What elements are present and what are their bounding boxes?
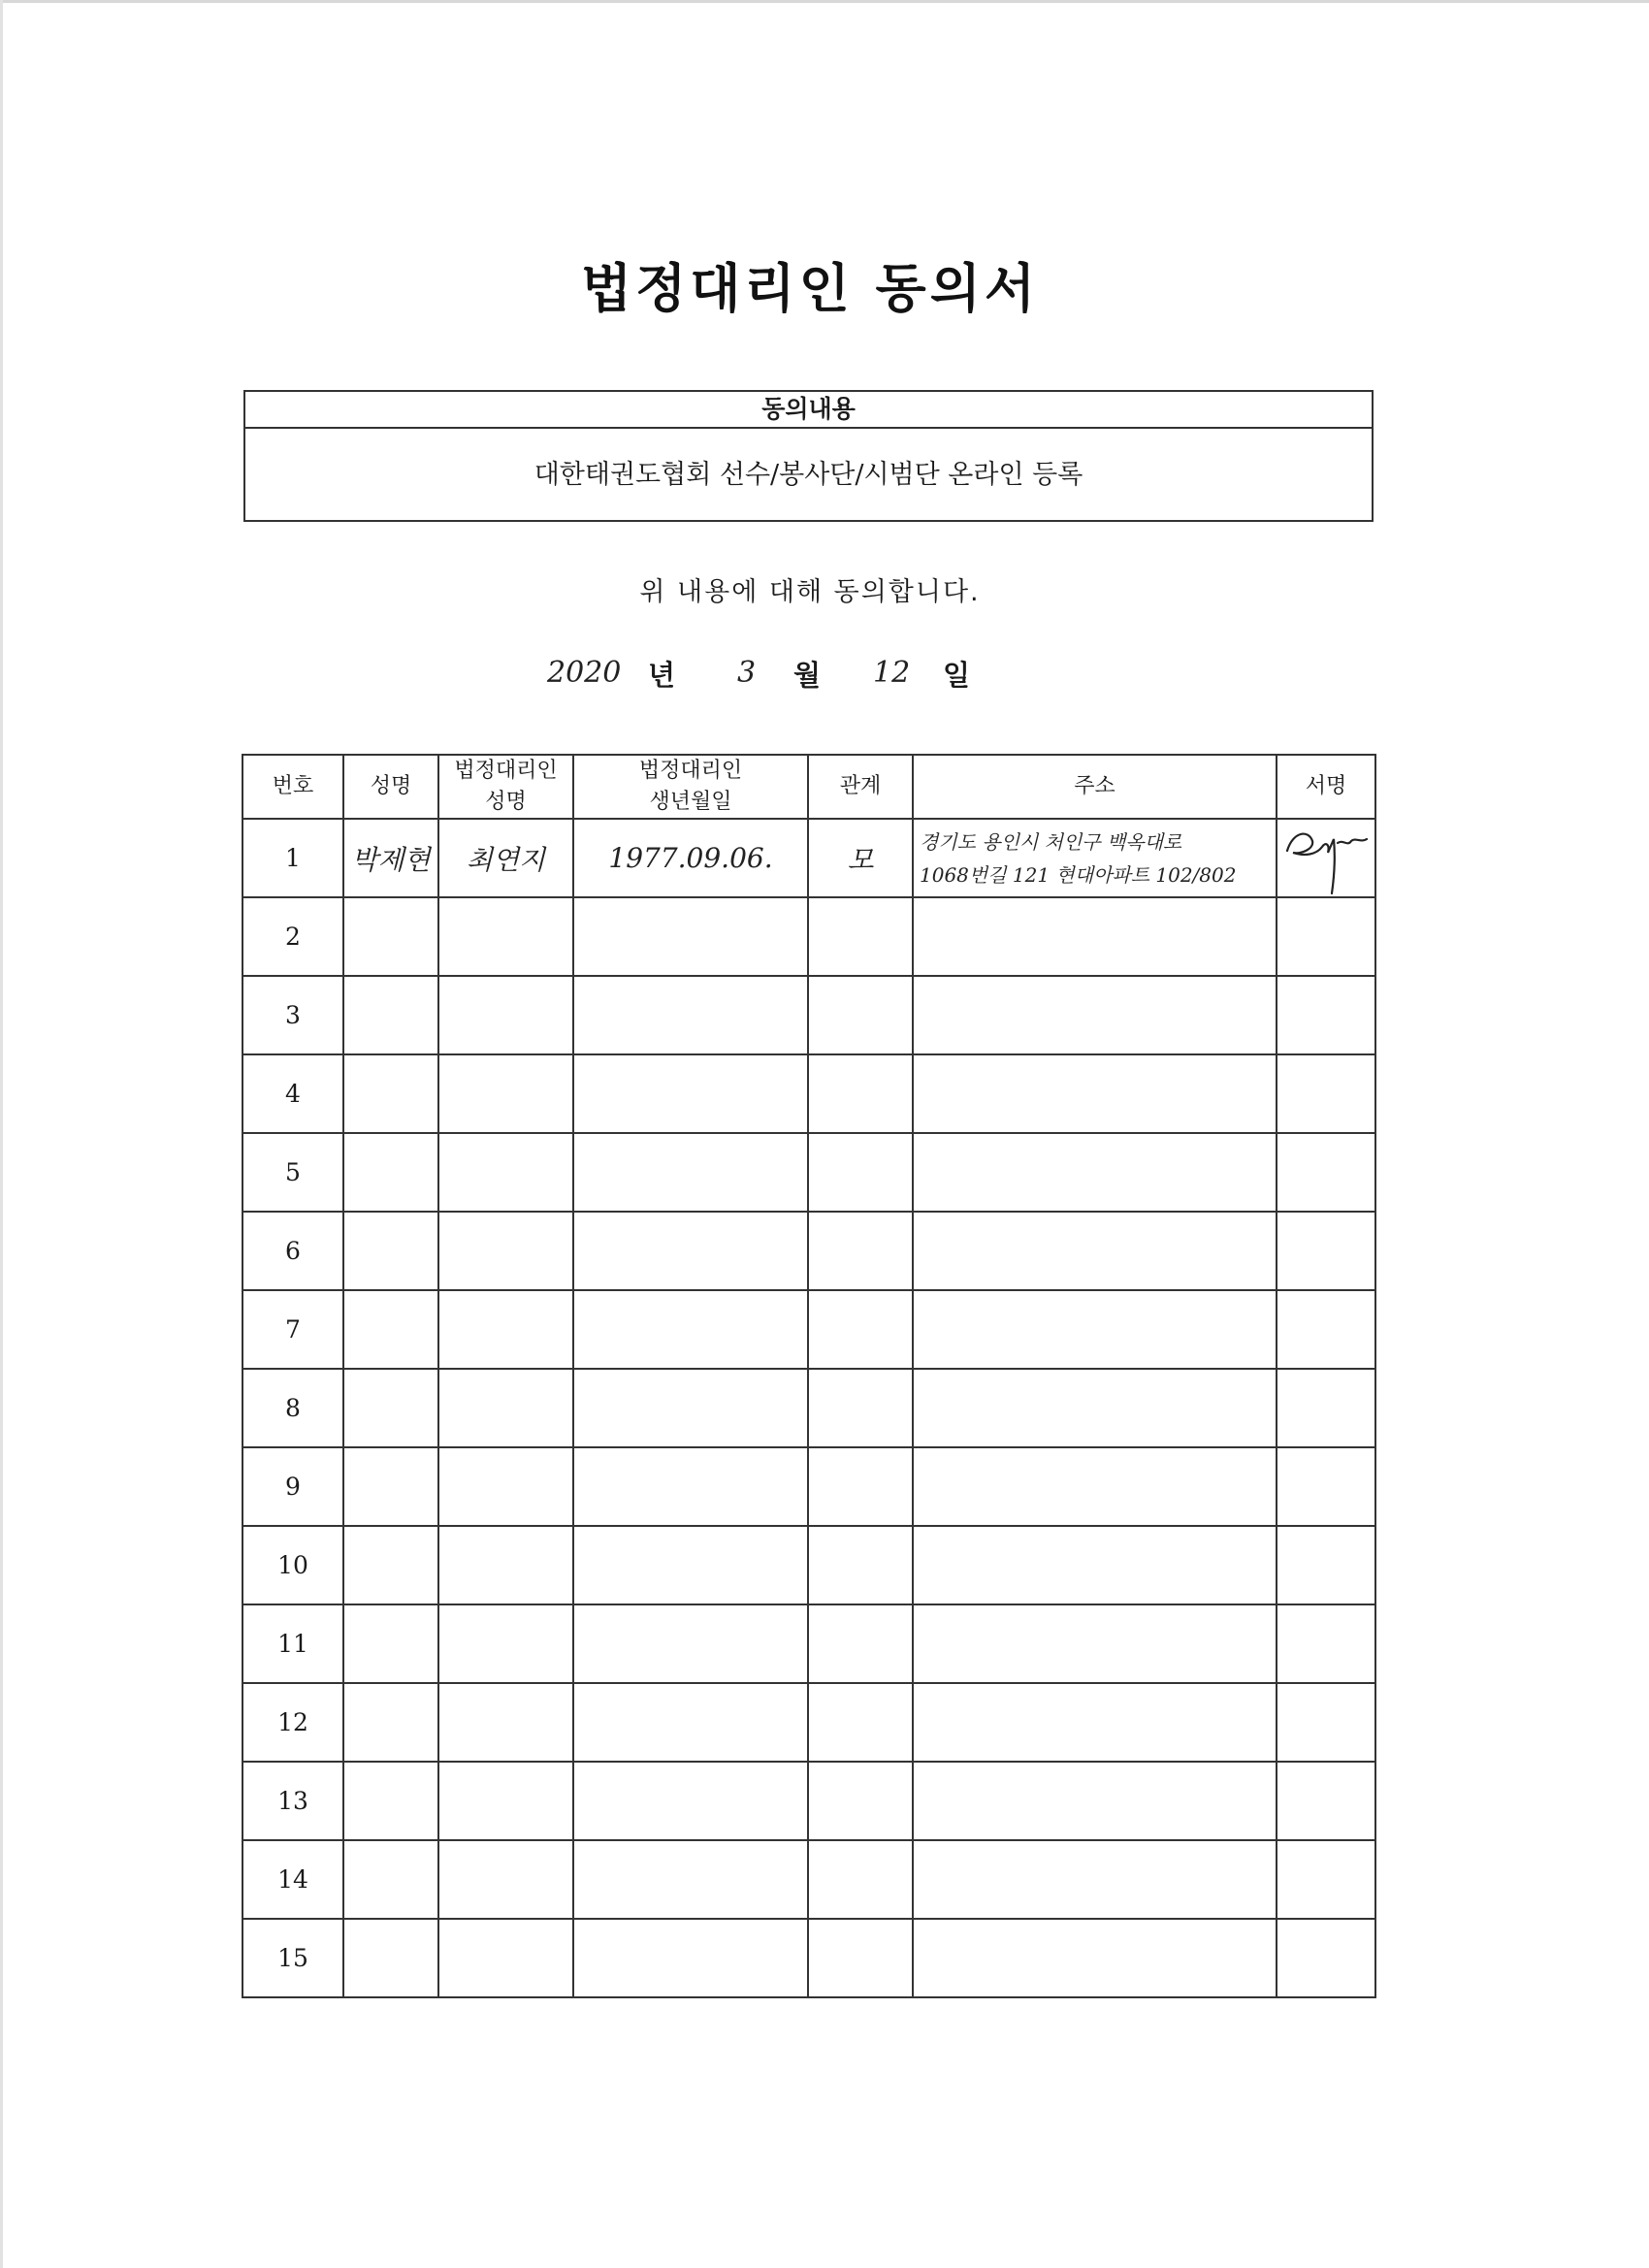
table-header-row: [242, 755, 1375, 819]
date-day-unit: 일: [943, 659, 971, 692]
row-relation: 모: [808, 819, 913, 897]
row-number: 12: [242, 1683, 343, 1762]
row-name: 박제현: [343, 819, 438, 897]
table-row: [242, 1212, 1375, 1290]
guardian-table: [242, 754, 1376, 1998]
table-row: [242, 976, 1375, 1054]
table-row: [242, 1290, 1375, 1369]
date-year-unit: 년: [648, 659, 676, 692]
row-number: 10: [242, 1526, 343, 1604]
header-guardian-name: [438, 755, 573, 819]
table-row: [242, 819, 1375, 897]
table-row: [242, 1133, 1375, 1212]
table-row: [242, 1919, 1375, 1997]
row-number: 9: [242, 1447, 343, 1526]
consent-body: 대한태권도협회 선수/봉사단/시범단 온라인 등록: [534, 460, 1083, 490]
header-relation: 관계: [808, 755, 913, 819]
header-address: 주소: [913, 755, 1277, 819]
date-month-value: 3: [737, 656, 757, 690]
row-number: 15: [242, 1919, 343, 1997]
row-address-line2: 1068번길 121 현대아파트 102/802: [920, 862, 1237, 887]
header-guardian-birth-line1: 법정대리인: [638, 759, 743, 783]
row-number: 11: [242, 1604, 343, 1683]
header-name: 성명: [343, 755, 438, 819]
date-month-unit: 월: [793, 659, 822, 692]
signature-mark: [1279, 822, 1373, 895]
header-guardian-birth-line2: 생년월일: [649, 790, 732, 814]
table-row: [242, 1604, 1375, 1683]
row-guardian-birth: 1977.09.06.: [573, 819, 808, 897]
row-number: 3: [242, 976, 343, 1054]
row-number: 1: [242, 819, 343, 897]
page-title: 법정대리인 동의서: [580, 257, 1040, 319]
row-number: 6: [242, 1212, 343, 1290]
row-number: 4: [242, 1054, 343, 1133]
header-guardian-birth: [573, 755, 808, 819]
agreement-statement: 위 내용에 대해 동의합니다.: [639, 577, 981, 607]
date-day-value: 12: [873, 656, 911, 690]
table-row: [242, 1369, 1375, 1447]
header-guardian-name-line2: 성명: [485, 790, 527, 814]
date-year-value: 2020: [547, 656, 622, 690]
row-number: 7: [242, 1290, 343, 1369]
table-row: [242, 1526, 1375, 1604]
row-address-line1: 경기도 용인시 처인구 백옥대로: [920, 829, 1182, 854]
row-number: 13: [242, 1762, 343, 1840]
date-line: [543, 650, 989, 708]
table-row: [242, 1840, 1375, 1919]
scan-edge: [0, 0, 3, 2268]
row-address: [913, 819, 1277, 897]
row-signature: [1277, 819, 1375, 897]
consent-box: [243, 390, 1374, 522]
row-number: 8: [242, 1369, 343, 1447]
header-number: 번호: [242, 755, 343, 819]
header-guardian-name-line1: 법정대리인: [454, 759, 558, 783]
table-row: [242, 1762, 1375, 1840]
table-row: [242, 1447, 1375, 1526]
consent-header: 동의내용: [245, 392, 1372, 429]
table-row: [242, 1683, 1375, 1762]
scan-edge: [0, 0, 1649, 3]
row-number: 5: [242, 1133, 343, 1212]
row-number: 2: [242, 897, 343, 976]
row-guardian-name: 최연지: [438, 819, 573, 897]
header-signature: 서명: [1277, 755, 1375, 819]
row-number: 14: [242, 1840, 343, 1919]
table-row: [242, 1054, 1375, 1133]
table-row: [242, 897, 1375, 976]
